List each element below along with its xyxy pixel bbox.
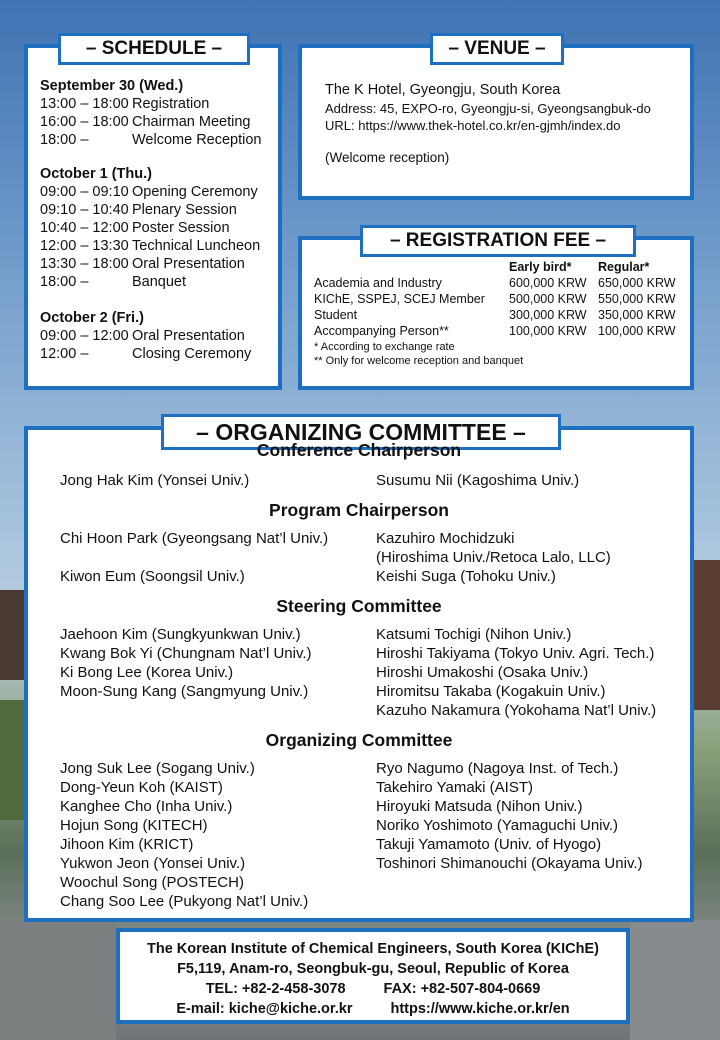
member-name: Jong Suk Lee (Sogang Univ.) [60, 760, 255, 777]
schedule-box [24, 38, 282, 390]
committee-title: – ORGANIZING COMMITTEE – [161, 414, 561, 450]
member-name: Keishi Suga (Tohoku Univ.) [376, 568, 556, 585]
fee-early: 500,000 KRW [509, 292, 587, 306]
member-name: Kwang Bok Yi (Chungnam Nat’l Univ.) [60, 645, 312, 662]
fee-regular: 100,000 KRW [598, 324, 676, 338]
section-heading: Conference Chairperson [256, 440, 462, 460]
fee-note-accompanying: ** Only for welcome reception and banquet [314, 355, 524, 367]
member-name: Katsumi Tochigi (Nihon Univ.) [376, 626, 572, 643]
footer-tel: TEL: +82-2-458-3078 [205, 981, 346, 997]
section-heading: Organizing Committee [265, 730, 453, 750]
schedule-day: October 2 (Fri.) [40, 310, 144, 326]
member-name: Ryo Nagumo (Nagoya Inst. of Tech.) [376, 760, 619, 777]
member-name: Hiroshi Umakoshi (Osaka Univ.) [376, 664, 589, 681]
section-heading: Steering Committee [276, 596, 442, 616]
background-pavilion-right [694, 560, 720, 710]
contact-footer [116, 928, 630, 1024]
registration-fee-title: – REGISTRATION FEE – [360, 225, 636, 257]
schedule-row: 10:40 – 12:00 Poster Session [40, 220, 230, 236]
organizing-committee-box [24, 419, 694, 922]
member-name: Jihoon Kim (KRICT) [60, 836, 194, 853]
venue-note: (Welcome reception) [325, 150, 450, 165]
footer-organization: The Korean Institute of Chemical Engineers, South Korea (KIChE) [147, 941, 599, 957]
background-pavilion [0, 590, 26, 680]
fee-category: KIChE, SSPEJ, SCEJ Member [314, 292, 485, 306]
fee-regular: 650,000 KRW [598, 276, 676, 290]
member-name: Hojun Song (KITECH) [60, 817, 208, 834]
member-name: Kazuho Nakamura (Yokohama Nat’l Univ.) [376, 702, 657, 719]
venue-box [298, 38, 694, 200]
member-name: Jong Hak Kim (Yonsei Univ.) [60, 472, 250, 489]
footer-email[interactable]: E-mail: kiche@kiche.or.kr [176, 1001, 353, 1017]
venue-url: URL: https://www.thek-hotel.co.kr/en-gjmh/index.do [325, 118, 621, 133]
footer-fax: FAX: +82-507-804-0669 [383, 981, 541, 997]
schedule-row: 13:00 – 18:00 Registration [40, 96, 210, 112]
member-name: Dong-Yeun Koh (KAIST) [60, 779, 223, 796]
schedule-row: 18:00 – Banquet [40, 274, 187, 290]
venue-name: The K Hotel, Gyeongju, South Korea [325, 82, 561, 98]
background-stone-path-right [630, 920, 720, 1040]
schedule-day: October 1 (Thu.) [40, 166, 152, 182]
fee-note-exchange: * According to exchange rate [314, 341, 455, 353]
schedule-row: 09:00 – 09:10 Opening Ceremony [40, 184, 258, 200]
member-name: Toshinori Shimanouchi (Okayama Univ.) [376, 855, 643, 872]
member-name: Hiroshi Takiyama (Tokyo Univ. Agri. Tech.) [376, 645, 655, 662]
member-name: Moon-Sung Kang (Sangmyung Univ.) [60, 683, 309, 700]
member-name: Yukwon Jeon (Yonsei Univ.) [60, 855, 246, 872]
member-name: Hiromitsu Takaba (Kogakuin Univ.) [376, 683, 606, 700]
fee-category: Academia and Industry [314, 276, 442, 290]
fee-early: 100,000 KRW [509, 324, 587, 338]
member-name: Susumu Nii (Kagoshima Univ.) [376, 472, 580, 489]
schedule-row: 16:00 – 18:00 Chairman Meeting [40, 114, 251, 130]
schedule-day: September 30 (Wed.) [40, 78, 184, 94]
member-name: Kanghee Cho (Inha Univ.) [60, 798, 233, 815]
fee-category: Accompanying Person** [314, 324, 449, 338]
background-stone-path [0, 920, 116, 1040]
schedule-row: 09:00 – 12:00 Oral Presentation [40, 328, 245, 344]
schedule-row: 12:00 – 13:30 Technical Luncheon [40, 238, 261, 254]
member-name: Kazuhiro Mochidzuki [376, 530, 515, 547]
member-name: Chang Soo Lee (Pukyong Nat’l Univ.) [60, 893, 309, 910]
member-name: Jaehoon Kim (Sungkyunkwan Univ.) [60, 626, 301, 643]
schedule-row: 09:10 – 10:40 Plenary Session [40, 202, 237, 218]
footer-website-link[interactable]: https://www.kiche.or.kr/en [390, 1001, 570, 1017]
schedule-title: – SCHEDULE – [58, 33, 250, 65]
registration-fee-box [298, 230, 694, 390]
member-name: Takehiro Yamaki (AIST) [376, 779, 533, 796]
venue-title: – VENUE – [430, 33, 564, 65]
footer-tel-fax [120, 981, 626, 997]
member-name: Noriko Yoshimoto (Yamaguchi Univ.) [376, 817, 619, 834]
section-heading: Program Chairperson [269, 500, 449, 520]
fee-col-early: Early bird* [509, 260, 572, 274]
footer-address: F5,119, Anam-ro, Seongbuk-gu, Seoul, Republic of Korea [177, 961, 569, 977]
member-name: Ki Bong Lee (Korea Univ.) [60, 664, 234, 681]
fee-early: 300,000 KRW [509, 308, 587, 322]
fee-col-regular: Regular* [598, 260, 650, 274]
member-name: Kiwon Eum (Soongsil Univ.) [60, 568, 245, 585]
member-name: Woochul Song (POSTECH) [60, 874, 244, 891]
schedule-row: 18:00 – Welcome Reception [40, 132, 262, 148]
venue-address: Address: 45, EXPO-ro, Gyeongju-si, Gyeongsangbuk-do [325, 101, 651, 116]
fee-category: Student [314, 308, 358, 322]
member-name: Chi Hoon Park (Gyeongsang Nat’l Univ.) [60, 530, 329, 547]
member-affiliation: (Hiroshima Univ./Retoca Lalo, LLC) [376, 549, 611, 566]
background-foliage [0, 700, 26, 820]
member-name: Takuji Yamamoto (Univ. of Hyogo) [376, 836, 602, 853]
fee-early: 600,000 KRW [509, 276, 587, 290]
fee-regular: 350,000 KRW [598, 308, 676, 322]
schedule-row: 12:00 – Closing Ceremony [40, 346, 252, 362]
schedule-row: 13:30 – 18:00 Oral Presentation [40, 256, 245, 272]
fee-regular: 550,000 KRW [598, 292, 676, 306]
member-name: Hiroyuki Matsuda (Nihon Univ.) [376, 798, 583, 815]
footer-email-web [120, 1001, 626, 1017]
